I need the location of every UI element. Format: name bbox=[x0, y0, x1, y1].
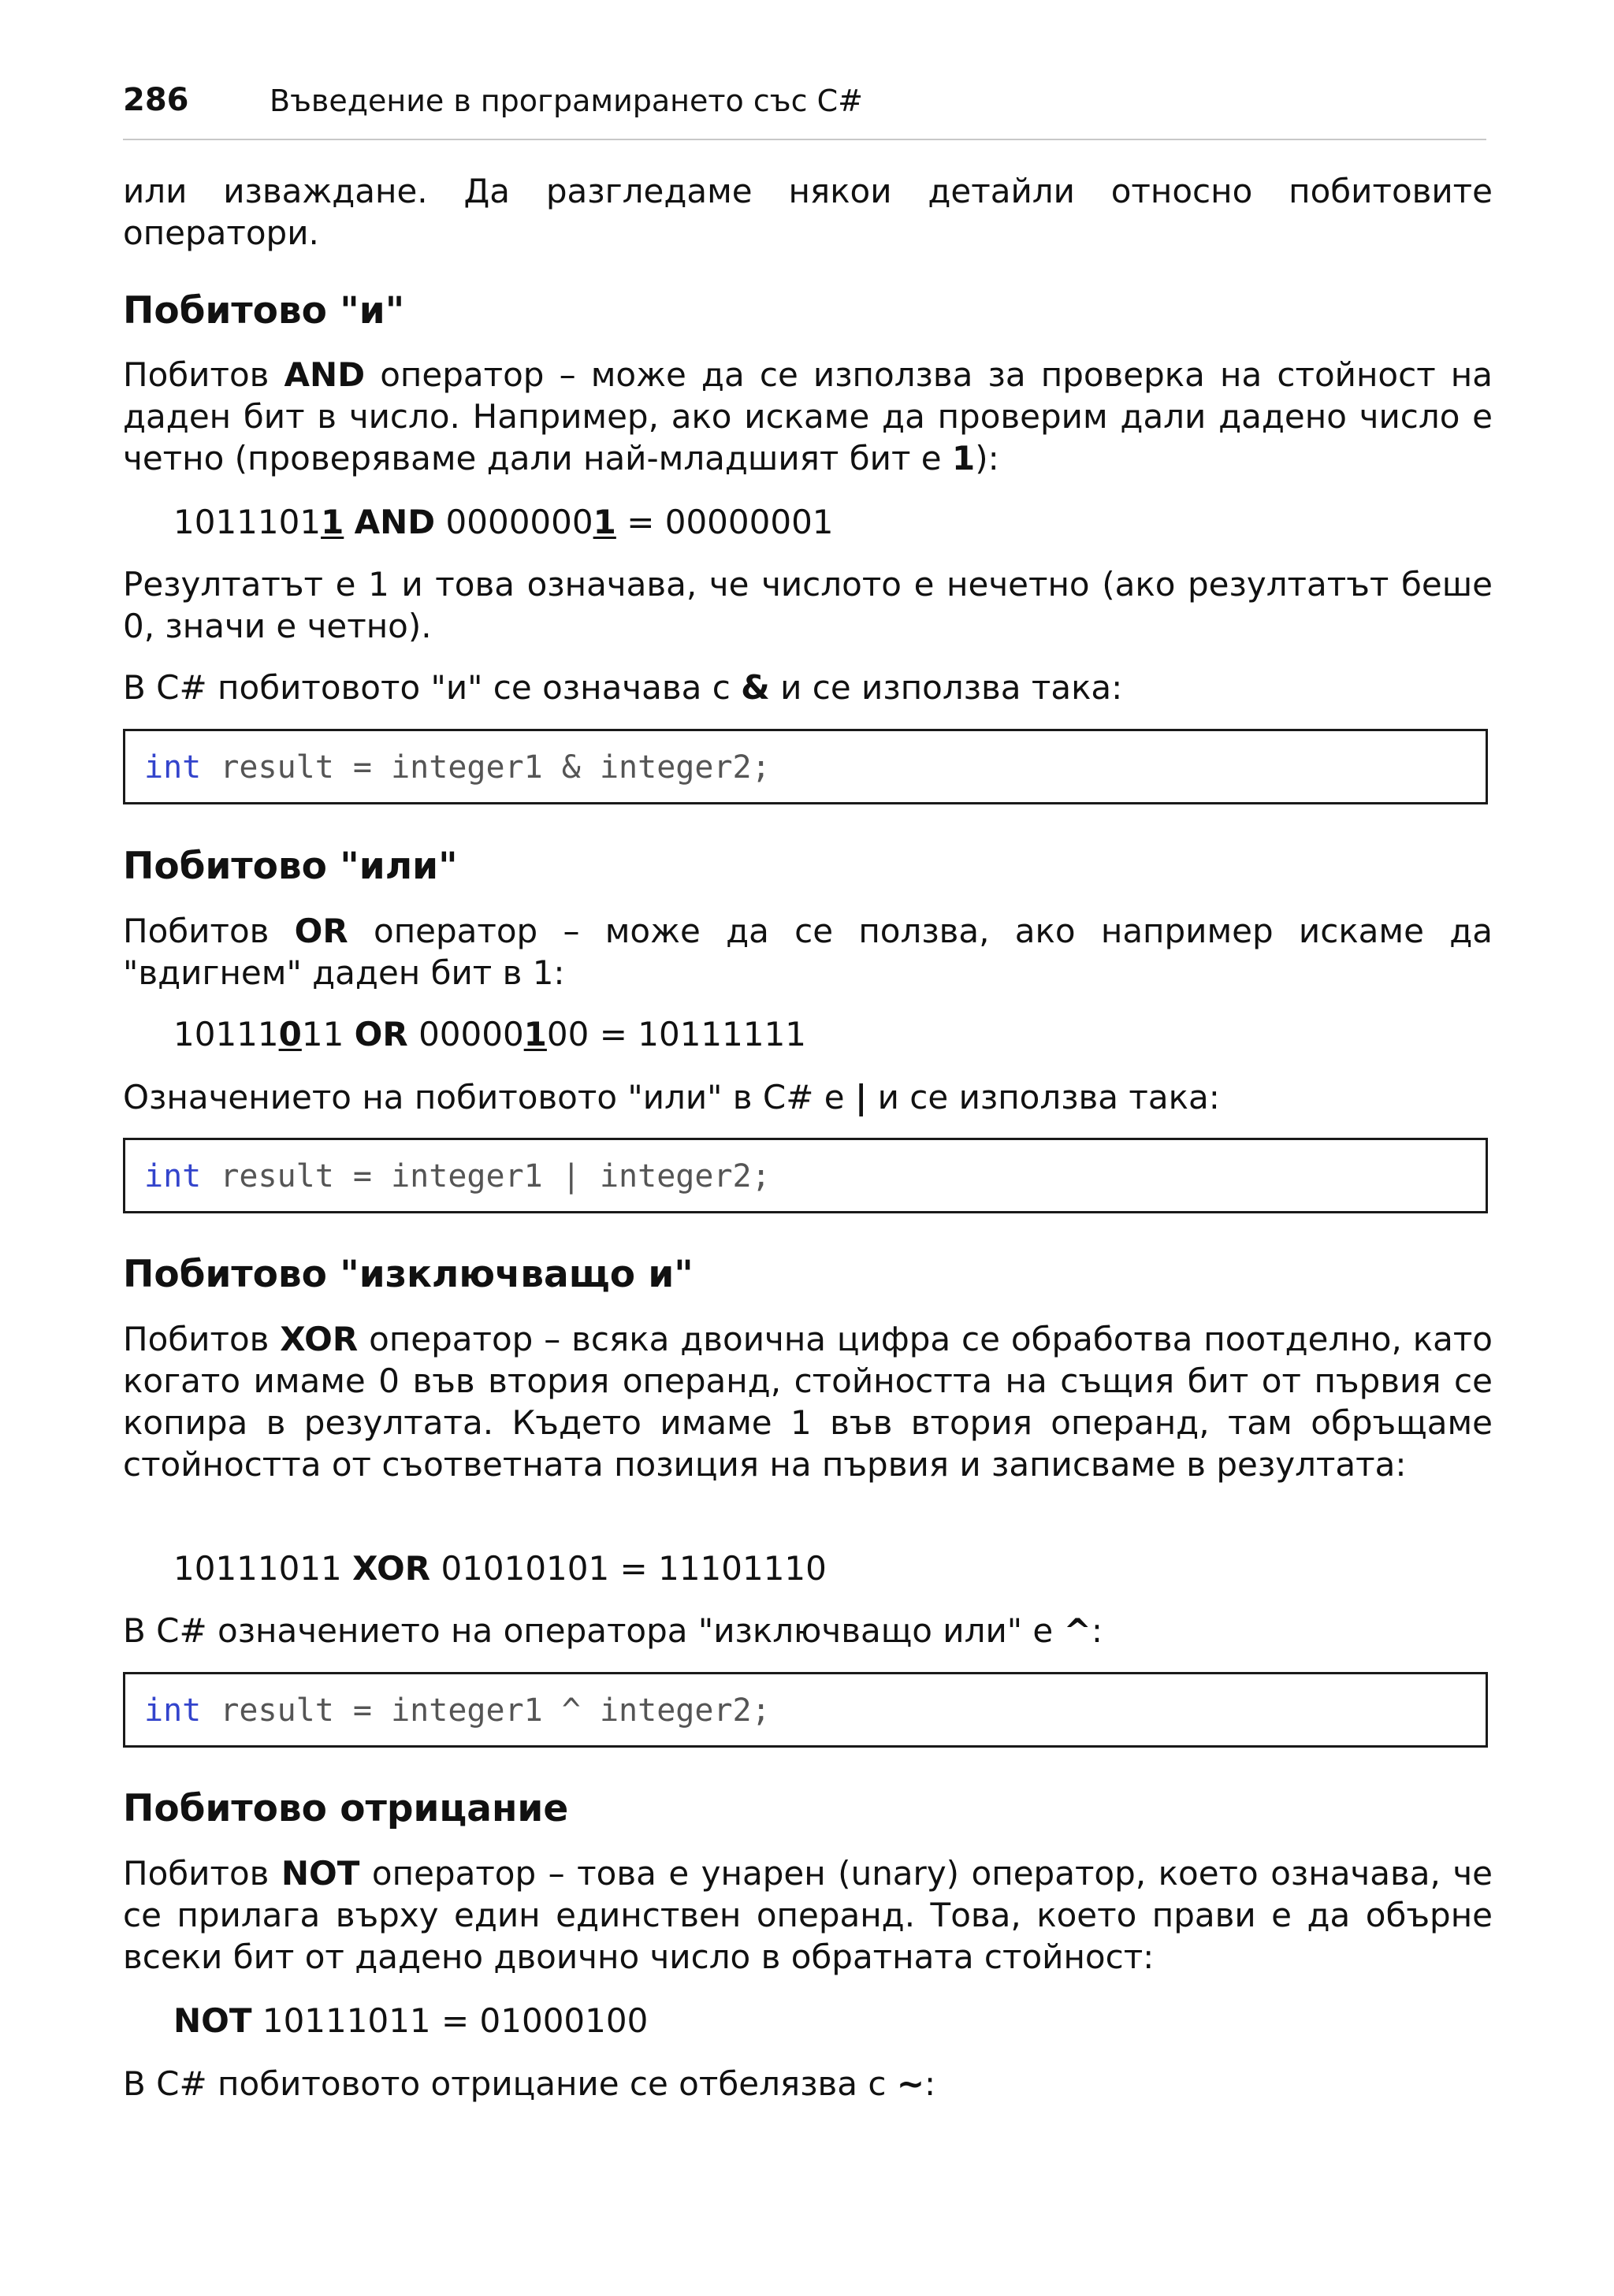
bold-symbol-pipe: | bbox=[854, 1078, 868, 1116]
text-span: оператор – всяка двоична цифра се обработва поотделно, като когато имаме 0 във втория операнд, стойността на същия бит от първия се копира в резултата. Където имаме 1 във втория операнд, там обръщаме стойността от съответната позиция на първия и записваме в резултата: bbox=[123, 1320, 1493, 1484]
xor-example bbox=[173, 1547, 827, 1589]
operand-a: 1011101 bbox=[173, 503, 322, 541]
text-span: : bbox=[1091, 1611, 1103, 1650]
highlighted-bit: 1 bbox=[593, 503, 616, 541]
text-span: В C# побитовото отрицание се отбелязва с bbox=[123, 2064, 897, 2103]
not-description bbox=[123, 1852, 1493, 1978]
text-span: оператор – може да се ползва, ако например искаме да "вдигнем" даден бит в 1: bbox=[123, 912, 1493, 992]
bold-term-and: AND bbox=[284, 355, 366, 394]
code-block-or bbox=[123, 1138, 1488, 1213]
intro-paragraph bbox=[123, 170, 1493, 254]
example-result: 01010101 = 11101110 bbox=[441, 1549, 827, 1588]
or-paragraph bbox=[123, 910, 1493, 994]
section-heading-or: Побитово "или" bbox=[123, 845, 458, 888]
operator-or: OR bbox=[354, 1015, 408, 1053]
text-span: оператор – това е унарен (unary) оператор, което означава, че се прилага върху един единствен операнд. Това, което прави е да обърне всеки бит от дадено двоично число в обратната стойност: bbox=[123, 1854, 1493, 1976]
section-heading-and: Побитово "и" bbox=[123, 289, 405, 333]
bold-symbol-caret: ^ bbox=[1063, 1611, 1091, 1650]
bold-symbol-ampersand: & bbox=[741, 668, 770, 707]
code-line bbox=[144, 1156, 771, 1197]
xor-csharp-paragraph bbox=[123, 1610, 1493, 1651]
code-keyword: int bbox=[144, 1692, 202, 1729]
example-result: 10111011 = 01000100 bbox=[251, 2001, 649, 2040]
xor-paragraph bbox=[123, 1318, 1493, 1485]
section-heading-not: Побитово отрицание bbox=[123, 1787, 569, 1830]
code-keyword: int bbox=[144, 749, 202, 786]
operator-not: NOT bbox=[173, 2001, 252, 2040]
operand-a: 10111011 bbox=[173, 1549, 342, 1588]
bold-symbol-tilde: ~ bbox=[896, 2064, 925, 2103]
code-text: result = integer1 | integer2; bbox=[201, 1158, 771, 1194]
text-span: Побитов bbox=[123, 912, 295, 950]
highlighted-bit: 0 bbox=[278, 1015, 302, 1053]
text-span: : bbox=[924, 2064, 936, 2103]
code-text: result = integer1 & integer2; bbox=[201, 749, 771, 786]
code-block-xor bbox=[123, 1672, 1488, 1748]
text-span: и се използва така: bbox=[867, 1078, 1220, 1116]
or-csharp-text bbox=[123, 1076, 1493, 1118]
text-span: Побитов bbox=[123, 1320, 281, 1358]
and-paragraph bbox=[123, 354, 1493, 479]
code-block-and bbox=[123, 729, 1488, 804]
code-keyword: int bbox=[144, 1158, 202, 1194]
and-csharp-text bbox=[123, 667, 1493, 708]
example-result: = 00000001 bbox=[615, 503, 834, 541]
highlighted-bit: 1 bbox=[321, 503, 344, 541]
and-description bbox=[123, 354, 1493, 479]
text-span: В C# побитовото "и" се означава с bbox=[123, 668, 742, 707]
code-text: result = integer1 ^ integer2; bbox=[201, 1692, 771, 1729]
operator-and: AND bbox=[354, 503, 436, 541]
bold-term-xor: XOR bbox=[280, 1320, 359, 1358]
running-header bbox=[123, 79, 1486, 140]
and-result-paragraph bbox=[123, 563, 1493, 647]
text-span: Означението на побитовото "или" в C# е bbox=[123, 1078, 855, 1116]
or-section-heading-block bbox=[123, 845, 1493, 889]
operand-b: 0000000 bbox=[445, 503, 593, 541]
text-span: оператор – може да се използва за проверка на стойност на даден бит в число. Например, ако искаме да проверим дали дадено число е четно (проверяваме дали най-младшият бит е bbox=[123, 355, 1493, 477]
not-paragraph bbox=[123, 1852, 1493, 1978]
and-result-text: Резултатът е 1 и това означава, че числото е нечетно (ако резултатът беше 0, значи е четно). bbox=[123, 565, 1493, 645]
and-example bbox=[173, 501, 834, 543]
not-csharp-paragraph bbox=[123, 2063, 1493, 2105]
intro-text: или изваждане. Да разгледаме някои детайли относно побитовите оператори. bbox=[123, 172, 1493, 252]
not-example bbox=[173, 2000, 648, 2042]
or-example bbox=[173, 1013, 806, 1055]
text-span: и се използва така: bbox=[769, 668, 1123, 707]
operand-a: 10111 bbox=[173, 1015, 279, 1053]
text-span: ): bbox=[975, 439, 999, 477]
page-number: 286 bbox=[123, 82, 189, 118]
code-line bbox=[144, 1690, 771, 1731]
section-heading-xor: Побитово "изключващо и" bbox=[123, 1253, 694, 1296]
operand-b: 00000 bbox=[418, 1015, 524, 1053]
operand-a-tail: 11 bbox=[301, 1015, 344, 1053]
code-line bbox=[144, 747, 771, 788]
operator-xor: XOR bbox=[352, 1549, 431, 1588]
xor-csharp-text bbox=[123, 1610, 1493, 1651]
bold-bit-one: 1 bbox=[951, 439, 976, 477]
bold-term-or: OR bbox=[294, 912, 348, 950]
or-description bbox=[123, 910, 1493, 994]
xor-section-heading-block bbox=[123, 1253, 1493, 1297]
text-span: Побитов bbox=[123, 1854, 281, 1893]
text-span: В C# означението на оператора "изключващо или" е bbox=[123, 1611, 1064, 1650]
and-csharp-paragraph bbox=[123, 667, 1493, 708]
operand-b-tail: 00 bbox=[546, 1015, 589, 1053]
book-title: Въведение в програмирането със C# bbox=[270, 84, 863, 118]
highlighted-bit: 1 bbox=[523, 1015, 547, 1053]
example-result: = 10111111 bbox=[589, 1015, 807, 1053]
and-section-heading-block bbox=[123, 289, 1493, 333]
xor-description bbox=[123, 1318, 1493, 1485]
text-span: Побитов bbox=[123, 355, 284, 394]
not-csharp-text bbox=[123, 2063, 1493, 2105]
not-section-heading-block bbox=[123, 1787, 1493, 1831]
or-csharp-paragraph bbox=[123, 1076, 1493, 1118]
bold-term-not: NOT bbox=[281, 1854, 360, 1893]
